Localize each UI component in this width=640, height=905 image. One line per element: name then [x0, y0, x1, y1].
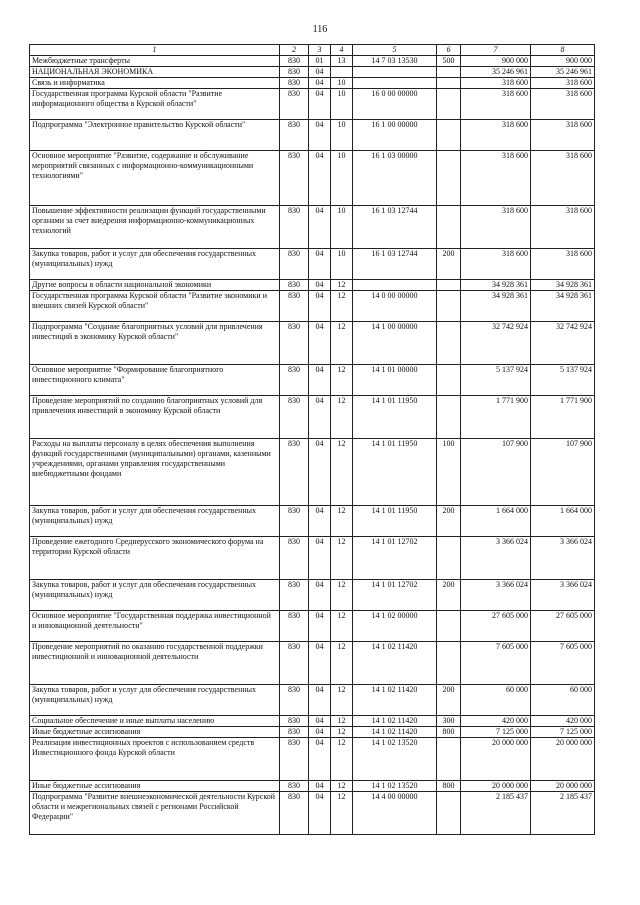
table-row: [30, 537, 595, 580]
row-target-cell: 14 1 02 11420: [353, 716, 437, 727]
row-amount-cell: 20 000 000: [531, 781, 595, 792]
row-type-cell: [437, 537, 461, 580]
row-amount-cell: 7 605 000: [531, 642, 595, 685]
table-row: [30, 716, 595, 727]
row-amount-cell: 107 900: [531, 439, 595, 506]
row-section-cell: 04: [309, 642, 331, 685]
row-section-cell: 01: [309, 56, 331, 67]
row-amount-cell: 5 137 924: [461, 365, 531, 396]
row-amount-cell: 7 605 000: [461, 642, 531, 685]
column-header: 3: [309, 45, 331, 56]
row-amount-cell: 420 000: [461, 716, 531, 727]
row-amount-cell: 35 246 961: [531, 67, 595, 78]
row-section-cell: 04: [309, 792, 331, 835]
row-target-cell: 14 4 00 00000: [353, 792, 437, 835]
table-row: [30, 56, 595, 67]
row-type-cell: 800: [437, 727, 461, 738]
table-row: [30, 78, 595, 89]
row-subsection-cell: 12: [331, 365, 353, 396]
row-section-cell: 04: [309, 206, 331, 249]
row-target-cell: 14 1 01 12702: [353, 580, 437, 611]
row-subsection-cell: [331, 67, 353, 78]
row-section-cell: 04: [309, 580, 331, 611]
row-code-cell: 830: [280, 738, 309, 781]
row-type-cell: 200: [437, 249, 461, 280]
row-type-cell: [437, 642, 461, 685]
row-code-cell: 830: [280, 537, 309, 580]
row-code-cell: 830: [280, 580, 309, 611]
row-target-cell: [353, 280, 437, 291]
row-name-cell: Закупка товаров, работ и услуг для обеспечения государственных (муниципальных) нужд: [30, 506, 280, 537]
row-amount-cell: 27 605 000: [531, 611, 595, 642]
row-section-cell: 04: [309, 89, 331, 120]
row-code-cell: 830: [280, 151, 309, 206]
row-code-cell: 830: [280, 280, 309, 291]
row-name-cell: Проведение мероприятий по оказанию государственной поддержки инвестиционной и инновационной деятельности: [30, 642, 280, 685]
row-target-cell: 14 1 02 13520: [353, 781, 437, 792]
row-target-cell: 14 1 01 00000: [353, 365, 437, 396]
row-amount-cell: 318 600: [461, 151, 531, 206]
row-amount-cell: 318 600: [531, 249, 595, 280]
row-code-cell: 830: [280, 291, 309, 322]
row-type-cell: [437, 206, 461, 249]
row-section-cell: 04: [309, 396, 331, 439]
row-section-cell: 04: [309, 439, 331, 506]
row-type-cell: [437, 120, 461, 151]
row-subsection-cell: 12: [331, 439, 353, 506]
row-amount-cell: 7 125 000: [531, 727, 595, 738]
table-row: [30, 291, 595, 322]
row-name-cell: Основное мероприятие "Государственная поддержка инвестиционной и инновационной деятельности": [30, 611, 280, 642]
row-name-cell: Проведение ежегодного Среднерусского экономического форума на территории Курской области: [30, 537, 280, 580]
row-type-cell: [437, 89, 461, 120]
table-row: [30, 506, 595, 537]
row-section-cell: 04: [309, 716, 331, 727]
row-code-cell: 830: [280, 727, 309, 738]
row-code-cell: 830: [280, 396, 309, 439]
row-target-cell: 14 1 02 11420: [353, 685, 437, 716]
row-target-cell: [353, 67, 437, 78]
row-name-cell: Подпрограмма "Электронное правительство Курской области": [30, 120, 280, 151]
row-amount-cell: 1 771 900: [531, 396, 595, 439]
table-row: [30, 151, 595, 206]
row-target-cell: 16 1 00 00000: [353, 120, 437, 151]
row-name-cell: Закупка товаров, работ и услуг для обеспечения государственных (муниципальных) нужд: [30, 249, 280, 280]
row-amount-cell: 2 185 437: [461, 792, 531, 835]
row-amount-cell: 318 600: [531, 151, 595, 206]
row-target-cell: 16 1 03 00000: [353, 151, 437, 206]
row-type-cell: [437, 67, 461, 78]
row-name-cell: Межбюджетные трансферты: [30, 56, 280, 67]
row-section-cell: 04: [309, 781, 331, 792]
table-row: [30, 580, 595, 611]
row-type-cell: [437, 396, 461, 439]
row-section-cell: 04: [309, 249, 331, 280]
row-subsection-cell: 12: [331, 792, 353, 835]
row-code-cell: 830: [280, 685, 309, 716]
row-code-cell: 830: [280, 365, 309, 396]
row-code-cell: 830: [280, 439, 309, 506]
row-subsection-cell: 10: [331, 89, 353, 120]
row-amount-cell: 1 771 900: [461, 396, 531, 439]
row-subsection-cell: 10: [331, 120, 353, 151]
row-code-cell: 830: [280, 56, 309, 67]
table-row: [30, 396, 595, 439]
row-subsection-cell: 10: [331, 78, 353, 89]
row-section-cell: 04: [309, 120, 331, 151]
table-row: [30, 792, 595, 835]
table-row: [30, 365, 595, 396]
row-amount-cell: 34 928 361: [461, 280, 531, 291]
row-target-cell: 16 1 03 12744: [353, 249, 437, 280]
row-subsection-cell: 12: [331, 396, 353, 439]
row-section-cell: 04: [309, 280, 331, 291]
row-subsection-cell: 12: [331, 642, 353, 685]
row-type-cell: 800: [437, 781, 461, 792]
row-subsection-cell: 12: [331, 727, 353, 738]
row-code-cell: 830: [280, 506, 309, 537]
column-header: 7: [461, 45, 531, 56]
row-type-cell: [437, 365, 461, 396]
row-amount-cell: 20 000 000: [461, 738, 531, 781]
row-amount-cell: 34 928 361: [531, 291, 595, 322]
table-row: [30, 322, 595, 365]
row-type-cell: [437, 322, 461, 365]
row-target-cell: 14 0 00 00000: [353, 291, 437, 322]
row-code-cell: 830: [280, 792, 309, 835]
row-amount-cell: 34 928 361: [461, 291, 531, 322]
row-type-cell: [437, 738, 461, 781]
row-target-cell: 14 1 01 12702: [353, 537, 437, 580]
row-name-cell: Социальное обеспечение и иные выплаты населению: [30, 716, 280, 727]
row-amount-cell: 60 000: [531, 685, 595, 716]
row-target-cell: 14 1 02 11420: [353, 727, 437, 738]
table-row: [30, 280, 595, 291]
row-subsection-cell: 12: [331, 738, 353, 781]
row-section-cell: 04: [309, 727, 331, 738]
row-section-cell: 04: [309, 506, 331, 537]
row-name-cell: Повышение эффективности реализации функций государственными органами за счет внедрения информационно-коммуникационных технологий: [30, 206, 280, 249]
row-section-cell: 04: [309, 537, 331, 580]
row-target-cell: 14 1 01 11950: [353, 396, 437, 439]
row-amount-cell: 900 000: [531, 56, 595, 67]
table-row: [30, 89, 595, 120]
column-header: 4: [331, 45, 353, 56]
row-subsection-cell: 12: [331, 322, 353, 365]
row-type-cell: 300: [437, 716, 461, 727]
row-section-cell: 04: [309, 67, 331, 78]
row-amount-cell: 34 928 361: [531, 280, 595, 291]
row-type-cell: [437, 151, 461, 206]
table-row: [30, 642, 595, 685]
row-subsection-cell: 12: [331, 685, 353, 716]
row-section-cell: 04: [309, 291, 331, 322]
row-target-cell: 16 0 00 00000: [353, 89, 437, 120]
row-amount-cell: 318 600: [531, 89, 595, 120]
table-row: [30, 781, 595, 792]
row-name-cell: Основное мероприятие "Формирование благоприятного инвестиционного климата": [30, 365, 280, 396]
row-name-cell: Закупка товаров, работ и услуг для обеспечения государственных (муниципальных) нужд: [30, 685, 280, 716]
row-name-cell: Иные бюджетные ассигнования: [30, 727, 280, 738]
budget-table: [29, 44, 595, 835]
table-row: [30, 685, 595, 716]
row-amount-cell: 318 600: [531, 120, 595, 151]
table-row: [30, 249, 595, 280]
row-subsection-cell: 12: [331, 537, 353, 580]
table-row: [30, 727, 595, 738]
row-target-cell: [353, 78, 437, 89]
table-row: [30, 206, 595, 249]
row-name-cell: Подпрограмма "Развитие внешнеэкономической деятельности Курской области и межрегиональных связей с регионами Российской Федерации": [30, 792, 280, 835]
row-type-cell: 100: [437, 439, 461, 506]
row-target-cell: 14 1 01 11950: [353, 506, 437, 537]
table-row: [30, 439, 595, 506]
row-type-cell: [437, 792, 461, 835]
row-amount-cell: 20 000 000: [531, 738, 595, 781]
table-row: [30, 611, 595, 642]
column-header: 6: [437, 45, 461, 56]
row-name-cell: Основное мероприятие "Развитие, содержание и обслуживание мероприятий связанных с информационно-коммуникационными технологиями": [30, 151, 280, 206]
row-code-cell: 830: [280, 67, 309, 78]
row-amount-cell: 2 185 437: [531, 792, 595, 835]
table-body: [30, 56, 595, 835]
row-subsection-cell: 12: [331, 580, 353, 611]
row-amount-cell: 35 246 961: [461, 67, 531, 78]
row-amount-cell: 7 125 000: [461, 727, 531, 738]
row-name-cell: Закупка товаров, работ и услуг для обеспечения государственных (муниципальных) нужд: [30, 580, 280, 611]
row-subsection-cell: 13: [331, 56, 353, 67]
row-subsection-cell: 12: [331, 280, 353, 291]
row-amount-cell: 32 742 924: [531, 322, 595, 365]
row-code-cell: 830: [280, 781, 309, 792]
row-target-cell: 14 1 02 11420: [353, 642, 437, 685]
row-section-cell: 04: [309, 151, 331, 206]
row-amount-cell: 318 600: [461, 78, 531, 89]
page-number: 116: [312, 24, 328, 35]
row-subsection-cell: 12: [331, 611, 353, 642]
row-subsection-cell: 12: [331, 291, 353, 322]
row-code-cell: 830: [280, 716, 309, 727]
row-type-cell: 200: [437, 685, 461, 716]
row-amount-cell: 3 366 024: [461, 580, 531, 611]
row-subsection-cell: 10: [331, 151, 353, 206]
row-target-cell: 14 7 03 13530: [353, 56, 437, 67]
row-target-cell: 14 1 00 00000: [353, 322, 437, 365]
row-name-cell: Иные бюджетные ассигнования: [30, 781, 280, 792]
row-code-cell: 830: [280, 611, 309, 642]
row-name-cell: Проведение мероприятий по созданию благоприятных условий для привлечения инвестиций в экономику Курской области: [30, 396, 280, 439]
row-type-cell: 200: [437, 580, 461, 611]
row-amount-cell: 1 664 000: [461, 506, 531, 537]
row-type-cell: [437, 611, 461, 642]
row-type-cell: [437, 280, 461, 291]
row-amount-cell: 318 600: [531, 78, 595, 89]
row-code-cell: 830: [280, 249, 309, 280]
header-row: [30, 45, 595, 56]
row-target-cell: 14 1 02 13520: [353, 738, 437, 781]
row-section-cell: 04: [309, 78, 331, 89]
row-section-cell: 04: [309, 685, 331, 716]
row-amount-cell: 318 600: [461, 120, 531, 151]
row-amount-cell: 107 900: [461, 439, 531, 506]
row-name-cell: Расходы на выплаты персоналу в целях обеспечения выполнения функций государственными (муниципальными) органами, казенными учреждениями, органами управления государственными внебюджетными фондами: [30, 439, 280, 506]
row-amount-cell: 27 605 000: [461, 611, 531, 642]
row-type-cell: 200: [437, 506, 461, 537]
row-target-cell: 14 1 01 11950: [353, 439, 437, 506]
row-amount-cell: 318 600: [531, 206, 595, 249]
row-code-cell: 830: [280, 206, 309, 249]
row-subsection-cell: 10: [331, 206, 353, 249]
row-amount-cell: 20 000 000: [461, 781, 531, 792]
row-section-cell: 04: [309, 322, 331, 365]
row-amount-cell: 1 664 000: [531, 506, 595, 537]
table-row: [30, 738, 595, 781]
row-amount-cell: 318 600: [461, 206, 531, 249]
row-subsection-cell: 12: [331, 781, 353, 792]
row-amount-cell: 318 600: [461, 249, 531, 280]
row-type-cell: [437, 78, 461, 89]
row-amount-cell: 5 137 924: [531, 365, 595, 396]
row-code-cell: 830: [280, 78, 309, 89]
row-name-cell: Государственная программа Курской области "Развитие экономики и внешних связей Курской области": [30, 291, 280, 322]
row-amount-cell: 60 000: [461, 685, 531, 716]
row-code-cell: 830: [280, 89, 309, 120]
row-subsection-cell: 10: [331, 249, 353, 280]
row-code-cell: 830: [280, 642, 309, 685]
row-subsection-cell: 12: [331, 716, 353, 727]
table-row: [30, 120, 595, 151]
row-name-cell: Связь и информатика: [30, 78, 280, 89]
row-subsection-cell: 12: [331, 506, 353, 537]
row-amount-cell: 3 366 024: [531, 580, 595, 611]
column-header: 5: [353, 45, 437, 56]
row-section-cell: 04: [309, 738, 331, 781]
row-target-cell: 16 1 03 12744: [353, 206, 437, 249]
row-type-cell: 500: [437, 56, 461, 67]
table-row: [30, 67, 595, 78]
row-type-cell: [437, 291, 461, 322]
row-amount-cell: 32 742 924: [461, 322, 531, 365]
row-amount-cell: 318 600: [461, 89, 531, 120]
column-header: 1: [30, 45, 280, 56]
row-code-cell: 830: [280, 322, 309, 365]
row-name-cell: Другие вопросы в области национальной экономики: [30, 280, 280, 291]
row-name-cell: Государственная программа Курской области "Развитие информационного общества в Курской области": [30, 89, 280, 120]
row-section-cell: 04: [309, 365, 331, 396]
column-header: 2: [280, 45, 309, 56]
row-name-cell: Подпрограмма "Создание благоприятных условий для привлечения инвестиций в экономику Курской области": [30, 322, 280, 365]
row-amount-cell: 420 000: [531, 716, 595, 727]
row-name-cell: Реализация инвестиционных проектов с использованием средств Инвестиционного фонда Курской области: [30, 738, 280, 781]
row-name-cell: НАЦИОНАЛЬНАЯ ЭКОНОМИКА: [30, 67, 280, 78]
row-amount-cell: 3 366 024: [531, 537, 595, 580]
row-target-cell: 14 1 02 00000: [353, 611, 437, 642]
row-amount-cell: 3 366 024: [461, 537, 531, 580]
column-header: 8: [531, 45, 595, 56]
row-amount-cell: 900 000: [461, 56, 531, 67]
row-section-cell: 04: [309, 611, 331, 642]
row-code-cell: 830: [280, 120, 309, 151]
